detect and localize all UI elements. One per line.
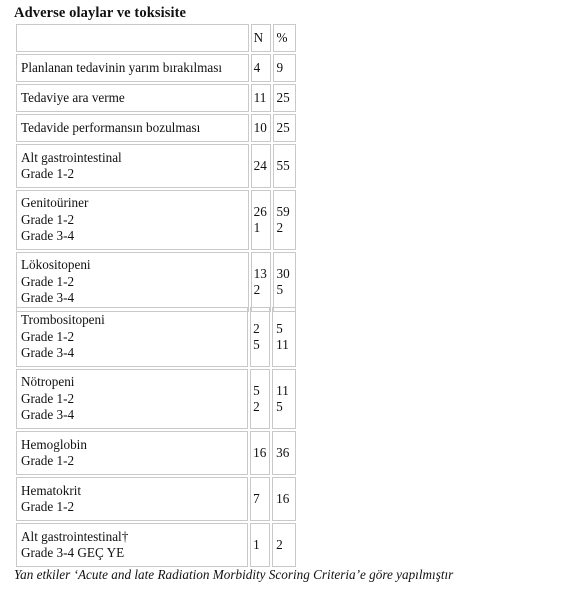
percent-value: 11 bbox=[276, 382, 289, 398]
percent-value: 55 bbox=[276, 157, 290, 173]
row-label: Lökositopeni bbox=[21, 257, 91, 273]
table-row bbox=[16, 114, 296, 142]
row-label: Genitoüriner bbox=[21, 195, 89, 211]
n-value: 11 bbox=[253, 89, 267, 105]
n-value: 2 bbox=[253, 399, 260, 414]
percent-value: 11 bbox=[276, 337, 289, 352]
row-label: Hematokrit bbox=[21, 482, 82, 498]
row-sublabel: Grade 1-2 bbox=[21, 166, 75, 181]
row-sublabel: Grade 1-2 bbox=[21, 328, 75, 344]
n-value: 26 bbox=[253, 203, 267, 219]
percent-value: 25 bbox=[276, 119, 290, 135]
row-n-cell bbox=[251, 252, 271, 312]
toxicity-table-part-1 bbox=[14, 22, 298, 314]
row-percent-cell bbox=[272, 431, 296, 475]
table-row bbox=[16, 307, 296, 367]
header-percent-cell: % bbox=[273, 24, 297, 52]
table-row bbox=[16, 190, 296, 250]
footnote: Yan etkiler ‘Acute and late Radiation Morbidity Scoring Criteria’e göre yapılmıştır bbox=[14, 567, 454, 582]
table-row bbox=[16, 369, 296, 429]
row-sublabel: Grade 1-2 bbox=[21, 453, 75, 468]
row-label-cell bbox=[16, 114, 249, 142]
n-value: 1 bbox=[253, 220, 261, 235]
row-label: Alt gastrointestinal† bbox=[21, 528, 129, 544]
row-label-cell bbox=[16, 369, 248, 429]
row-n-cell bbox=[250, 477, 270, 521]
table-title: Adverse olaylar ve toksisite bbox=[14, 5, 187, 21]
row-n-cell bbox=[251, 84, 271, 112]
row-sublabel: Grade 3-4 bbox=[21, 345, 75, 361]
table-row bbox=[16, 84, 296, 112]
row-label-cell bbox=[16, 190, 249, 250]
row-label-cell bbox=[16, 307, 248, 367]
table-header-row bbox=[16, 24, 296, 52]
n-value: 10 bbox=[253, 119, 267, 135]
table-row bbox=[16, 523, 296, 567]
row-percent-cell bbox=[273, 114, 297, 142]
row-label: Planlanan tedavinin yarım bırakılması bbox=[21, 59, 223, 75]
row-label: Tedaviye ara verme bbox=[21, 89, 125, 105]
table-row bbox=[16, 477, 296, 521]
row-sublabel: Grade 3-4 bbox=[21, 290, 75, 306]
percent-value: 59 bbox=[276, 203, 290, 219]
row-label-cell bbox=[16, 144, 249, 188]
percent-value: 25 bbox=[276, 89, 290, 105]
row-percent-cell bbox=[273, 144, 297, 188]
row-n-cell bbox=[251, 144, 271, 188]
table-row bbox=[16, 144, 296, 188]
row-percent-cell bbox=[273, 54, 297, 82]
row-n-cell bbox=[250, 369, 270, 429]
row-n-cell bbox=[251, 54, 271, 82]
row-label-cell bbox=[16, 431, 248, 475]
row-sublabel: Grade 1-2 bbox=[21, 211, 75, 227]
row-percent-cell bbox=[272, 307, 296, 367]
row-n-cell bbox=[250, 431, 270, 475]
row-label-cell bbox=[16, 477, 248, 521]
n-value: 2 bbox=[253, 320, 260, 336]
percent-value: 2 bbox=[276, 220, 284, 235]
row-sublabel: Grade 1-2 bbox=[21, 499, 75, 514]
percent-value: 9 bbox=[276, 59, 284, 75]
row-label: Alt gastrointestinal bbox=[21, 149, 122, 165]
n-value: 1 bbox=[253, 536, 260, 552]
toxicity-table-part-2 bbox=[14, 305, 298, 569]
percent-value: 36 bbox=[276, 444, 290, 460]
n-value: 5 bbox=[253, 337, 260, 352]
row-percent-cell bbox=[273, 84, 297, 112]
row-percent-cell bbox=[272, 477, 296, 521]
percent-value: 16 bbox=[276, 490, 290, 506]
row-percent-cell bbox=[272, 369, 296, 429]
row-percent-cell bbox=[272, 523, 296, 567]
row-label: Trombositopeni bbox=[21, 312, 105, 328]
n-value: 24 bbox=[253, 157, 267, 173]
table-row bbox=[16, 54, 296, 82]
row-label: Hemoglobin bbox=[21, 436, 87, 452]
header-label-cell bbox=[16, 24, 249, 52]
row-sublabel: Grade 1-2 bbox=[21, 273, 75, 289]
percent-value: 5 bbox=[276, 320, 283, 336]
row-percent-cell bbox=[273, 252, 297, 312]
row-label: Tedavide performansın bozulması bbox=[21, 119, 201, 135]
row-label-cell bbox=[16, 54, 249, 82]
n-value: 13 bbox=[253, 265, 267, 281]
n-value: 5 bbox=[253, 382, 260, 398]
row-label-cell bbox=[16, 252, 249, 312]
percent-value: 5 bbox=[276, 282, 284, 297]
row-label: Nötropeni bbox=[21, 374, 75, 390]
row-label-cell bbox=[16, 84, 249, 112]
row-sublabel: Grade 1-2 bbox=[21, 390, 75, 406]
row-n-cell bbox=[250, 307, 270, 367]
n-value: 4 bbox=[253, 59, 261, 75]
header-n-cell: N bbox=[251, 24, 271, 52]
row-sublabel: Grade 3-4 GEÇ YE bbox=[21, 545, 125, 560]
percent-value: 2 bbox=[276, 536, 283, 552]
row-percent-cell bbox=[273, 190, 297, 250]
n-value: 2 bbox=[253, 282, 261, 297]
n-value: 7 bbox=[253, 490, 260, 506]
row-n-cell bbox=[250, 523, 270, 567]
n-value: 16 bbox=[253, 444, 267, 460]
table-row bbox=[16, 252, 296, 312]
row-sublabel: Grade 3-4 bbox=[21, 228, 75, 244]
row-label-cell bbox=[16, 523, 248, 567]
table-row bbox=[16, 431, 296, 475]
percent-value: 5 bbox=[276, 399, 283, 414]
row-n-cell bbox=[251, 190, 271, 250]
row-n-cell bbox=[251, 114, 271, 142]
percent-value: 30 bbox=[276, 265, 290, 281]
row-sublabel: Grade 3-4 bbox=[21, 407, 75, 423]
